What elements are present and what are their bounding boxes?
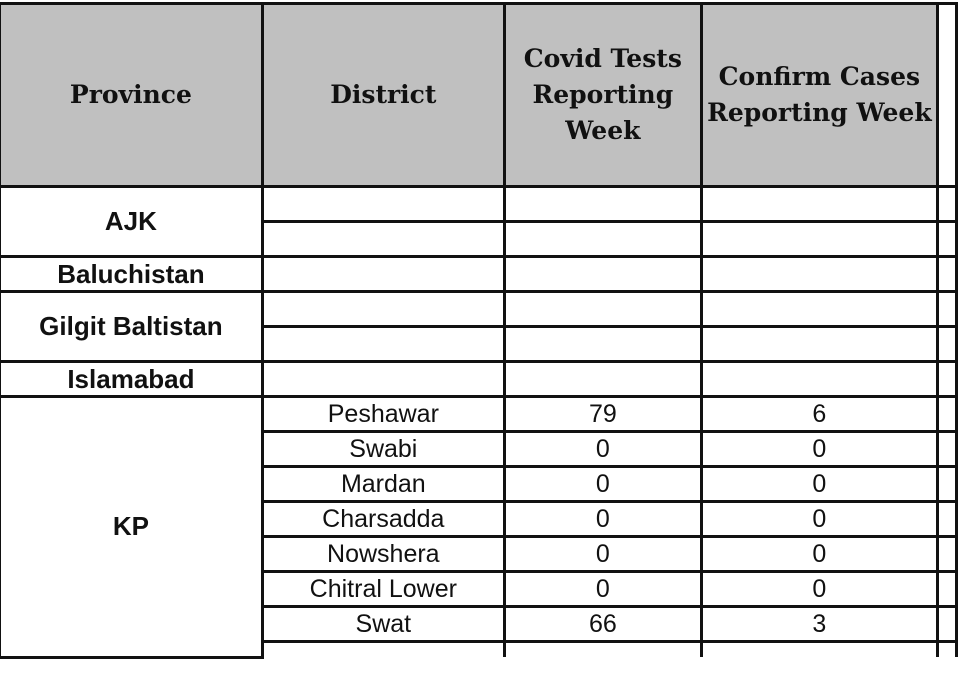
extra-cell: [937, 642, 956, 658]
extra-cell: [937, 292, 956, 327]
table-row: [0, 257, 957, 292]
cases-cell: 3: [701, 607, 937, 642]
district-cell: [262, 327, 504, 362]
province-cell-kp: KP: [0, 397, 262, 658]
extra-cell: [937, 327, 956, 362]
extra-cell: [937, 502, 956, 537]
extra-cell: [937, 362, 956, 397]
district-cell: [262, 292, 504, 327]
district-cell: [262, 362, 504, 397]
tests-cell: 0: [504, 467, 701, 502]
district-cell: [262, 222, 504, 257]
extra-cell: [937, 222, 956, 257]
district-cell: [262, 187, 504, 222]
extra-cell: [937, 572, 956, 607]
cases-cell: 0: [701, 537, 937, 572]
tests-cell: 0: [504, 572, 701, 607]
district-cell: Charsadda: [262, 502, 504, 537]
tests-cell: [504, 257, 701, 292]
header-district: District: [262, 4, 504, 187]
tests-cell: [504, 222, 701, 257]
tests-cell: 79: [504, 397, 701, 432]
district-cell: Swabi: [262, 432, 504, 467]
cases-cell: [701, 362, 937, 397]
extra-cell: [937, 187, 956, 222]
header-province: Province: [0, 4, 262, 187]
extra-cell: [937, 607, 956, 642]
province-cell-islamabad: Islamabad: [0, 362, 262, 397]
tests-cell: [504, 327, 701, 362]
table-row: [0, 292, 957, 327]
cases-cell: [701, 327, 937, 362]
district-cell: Nowshera: [262, 537, 504, 572]
extra-cell: [937, 397, 956, 432]
header-extra: [937, 4, 956, 187]
tests-cell: 0: [504, 432, 701, 467]
extra-cell: [937, 537, 956, 572]
province-cell-ajk: AJK: [0, 187, 262, 257]
district-cell: Mardan: [262, 467, 504, 502]
district-cell: [262, 257, 504, 292]
cases-cell: 6: [701, 397, 937, 432]
tests-cell: 0: [504, 537, 701, 572]
covid-report-table: [0, 2, 958, 659]
cases-cell: 0: [701, 502, 937, 537]
cases-cell: [701, 187, 937, 222]
tests-cell: 66: [504, 607, 701, 642]
extra-cell: [937, 432, 956, 467]
header-confirm-cases: Confirm Cases Reporting Week: [701, 4, 937, 187]
table-row: [0, 362, 957, 397]
province-cell-baluchistan: Baluchistan: [0, 257, 262, 292]
table-row: [0, 397, 957, 432]
table-row: [0, 187, 957, 222]
cases-cell: 0: [701, 467, 937, 502]
district-cell: Swat: [262, 607, 504, 642]
extra-cell: [937, 257, 956, 292]
tests-cell: [504, 642, 701, 658]
tests-cell: [504, 187, 701, 222]
district-cell: [262, 642, 504, 658]
cases-cell: 0: [701, 572, 937, 607]
extra-cell: [937, 467, 956, 502]
tests-cell: [504, 362, 701, 397]
header-covid-tests: Covid Tests Reporting Week: [504, 4, 701, 187]
cases-cell: 0: [701, 432, 937, 467]
cases-cell: [701, 642, 937, 658]
tests-cell: 0: [504, 502, 701, 537]
tests-cell: [504, 292, 701, 327]
district-cell: Peshawar: [262, 397, 504, 432]
province-cell-gilgit: Gilgit Baltistan: [0, 292, 262, 362]
district-cell: Chitral Lower: [262, 572, 504, 607]
header-row: [0, 4, 957, 187]
cases-cell: [701, 257, 937, 292]
cases-cell: [701, 292, 937, 327]
cases-cell: [701, 222, 937, 257]
